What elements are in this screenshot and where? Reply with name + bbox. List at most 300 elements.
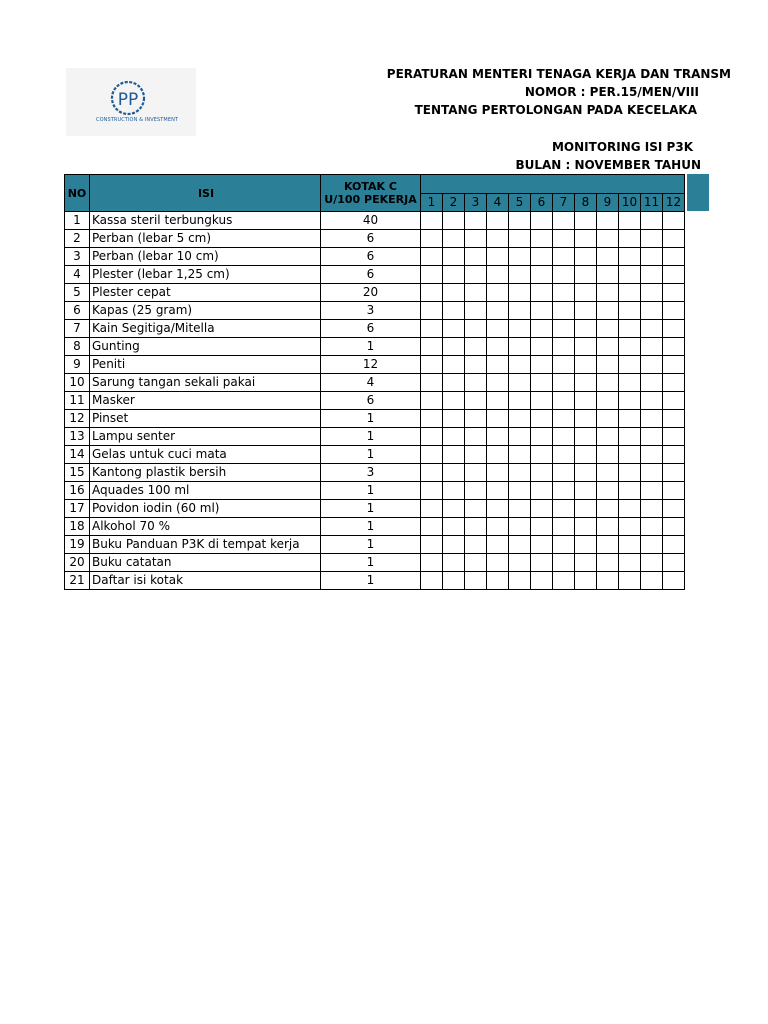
month-check-cell[interactable] [465, 248, 487, 266]
month-check-cell[interactable] [641, 554, 663, 572]
item-name: Pinset [90, 410, 321, 428]
month-check-cell[interactable] [443, 230, 465, 248]
month-check-cell[interactable] [443, 572, 465, 590]
item-name: Perban (lebar 5 cm) [90, 230, 321, 248]
table-row [65, 518, 685, 536]
item-name: Kain Segitiga/Mitella [90, 320, 321, 338]
month-check-cell[interactable] [619, 410, 641, 428]
month-check-cell[interactable] [531, 464, 553, 482]
month-check-cell[interactable] [553, 284, 575, 302]
month-check-cell[interactable] [531, 230, 553, 248]
month-check-cell[interactable] [553, 230, 575, 248]
month-check-cell[interactable] [663, 500, 685, 518]
table-row [65, 302, 685, 320]
month-check-cell[interactable] [575, 248, 597, 266]
month-check-cell[interactable] [619, 464, 641, 482]
month-check-cell[interactable] [531, 446, 553, 464]
month-check-cell[interactable] [575, 482, 597, 500]
month-check-cell[interactable] [553, 428, 575, 446]
month-check-cell[interactable] [663, 266, 685, 284]
month-check-cell[interactable] [487, 284, 509, 302]
month-check-cell[interactable] [619, 554, 641, 572]
month-check-cell[interactable] [509, 446, 531, 464]
month-check-cell[interactable] [443, 482, 465, 500]
month-check-cell[interactable] [509, 374, 531, 392]
month-check-cell[interactable] [619, 230, 641, 248]
month-check-cell[interactable] [421, 266, 443, 284]
month-check-cell[interactable] [641, 356, 663, 374]
month-check-cell[interactable] [421, 374, 443, 392]
month-check-cell[interactable] [619, 284, 641, 302]
month-check-cell[interactable] [575, 428, 597, 446]
month-check-cell[interactable] [663, 356, 685, 374]
month-check-cell[interactable] [553, 212, 575, 230]
month-check-cell[interactable] [663, 320, 685, 338]
month-check-cell[interactable] [641, 248, 663, 266]
month-check-cell[interactable] [531, 536, 553, 554]
month-check-cell[interactable] [531, 410, 553, 428]
month-check-cell[interactable] [597, 518, 619, 536]
item-name: Aquades 100 ml [90, 482, 321, 500]
month-check-cell[interactable] [641, 302, 663, 320]
month-check-cell[interactable] [553, 356, 575, 374]
item-name: Gunting [90, 338, 321, 356]
item-quantity: 4 [321, 374, 421, 392]
month-check-cell[interactable] [531, 428, 553, 446]
month-check-cell[interactable] [641, 230, 663, 248]
month-check-cell[interactable] [421, 212, 443, 230]
month-check-cell[interactable] [531, 518, 553, 536]
item-quantity: 1 [321, 554, 421, 572]
month-check-cell[interactable] [531, 554, 553, 572]
month-check-cell[interactable] [575, 518, 597, 536]
month-check-cell[interactable] [531, 212, 553, 230]
month-check-cell[interactable] [663, 428, 685, 446]
pp-logo-icon [66, 68, 196, 136]
month-header-7: 7 [553, 194, 575, 212]
month-check-cell[interactable] [641, 212, 663, 230]
row-number: 9 [65, 356, 90, 374]
month-check-cell[interactable] [553, 320, 575, 338]
month-check-cell[interactable] [443, 356, 465, 374]
month-check-cell[interactable] [465, 536, 487, 554]
month-check-cell[interactable] [531, 356, 553, 374]
month-check-cell[interactable] [421, 446, 443, 464]
month-check-cell[interactable] [465, 266, 487, 284]
month-check-cell[interactable] [597, 392, 619, 410]
month-check-cell[interactable] [575, 446, 597, 464]
month-header-2: 2 [443, 194, 465, 212]
month-check-cell[interactable] [597, 302, 619, 320]
month-check-cell[interactable] [421, 518, 443, 536]
row-number: 2 [65, 230, 90, 248]
month-check-cell[interactable] [509, 320, 531, 338]
month-check-cell[interactable] [641, 410, 663, 428]
month-check-cell[interactable] [597, 410, 619, 428]
month-check-cell[interactable] [443, 338, 465, 356]
month-check-cell[interactable] [597, 500, 619, 518]
item-quantity: 6 [321, 266, 421, 284]
month-check-cell[interactable] [465, 428, 487, 446]
month-check-cell[interactable] [619, 536, 641, 554]
month-check-cell[interactable] [465, 554, 487, 572]
month-check-cell[interactable] [465, 410, 487, 428]
month-group-header [421, 175, 685, 194]
month-check-cell[interactable] [553, 500, 575, 518]
month-check-cell[interactable] [597, 248, 619, 266]
month-check-cell[interactable] [465, 284, 487, 302]
month-check-cell[interactable] [443, 428, 465, 446]
month-check-cell[interactable] [487, 428, 509, 446]
month-check-cell[interactable] [531, 266, 553, 284]
month-check-cell[interactable] [663, 212, 685, 230]
month-check-cell[interactable] [421, 500, 443, 518]
month-check-cell[interactable] [597, 572, 619, 590]
logo-tagline: CONSTRUCTION & INVESTMENT [96, 117, 179, 123]
month-check-cell[interactable] [575, 320, 597, 338]
month-check-cell[interactable] [575, 356, 597, 374]
month-check-cell[interactable] [443, 500, 465, 518]
month-check-cell[interactable] [575, 554, 597, 572]
month-check-cell[interactable] [641, 266, 663, 284]
month-check-cell[interactable] [597, 464, 619, 482]
month-check-cell[interactable] [663, 248, 685, 266]
month-check-cell[interactable] [575, 410, 597, 428]
month-check-cell[interactable] [597, 284, 619, 302]
month-check-cell[interactable] [531, 482, 553, 500]
month-check-cell[interactable] [465, 464, 487, 482]
item-name: Gelas untuk cuci mata [90, 446, 321, 464]
month-check-cell[interactable] [531, 374, 553, 392]
month-check-cell[interactable] [487, 464, 509, 482]
month-check-cell[interactable] [597, 446, 619, 464]
month-check-cell[interactable] [641, 464, 663, 482]
month-check-cell[interactable] [553, 572, 575, 590]
month-check-cell[interactable] [619, 392, 641, 410]
month-check-cell[interactable] [443, 554, 465, 572]
table-row [65, 464, 685, 482]
month-check-cell[interactable] [421, 356, 443, 374]
month-check-cell[interactable] [487, 518, 509, 536]
month-check-cell[interactable] [597, 212, 619, 230]
month-check-cell[interactable] [619, 266, 641, 284]
month-check-cell[interactable] [487, 572, 509, 590]
month-check-cell[interactable] [575, 392, 597, 410]
month-check-cell[interactable] [641, 374, 663, 392]
item-quantity: 1 [321, 518, 421, 536]
month-check-cell[interactable] [487, 266, 509, 284]
table-row [65, 392, 685, 410]
month-check-cell[interactable] [575, 464, 597, 482]
table-row [65, 374, 685, 392]
month-check-cell[interactable] [487, 356, 509, 374]
month-check-cell[interactable] [619, 572, 641, 590]
month-check-cell[interactable] [553, 482, 575, 500]
month-check-cell[interactable] [641, 482, 663, 500]
month-check-cell[interactable] [619, 500, 641, 518]
month-check-cell[interactable] [509, 284, 531, 302]
month-check-cell[interactable] [465, 572, 487, 590]
month-check-cell[interactable] [487, 554, 509, 572]
month-check-cell[interactable] [421, 284, 443, 302]
month-check-cell[interactable] [531, 392, 553, 410]
month-check-cell[interactable] [597, 338, 619, 356]
month-check-cell[interactable] [465, 374, 487, 392]
month-check-cell[interactable] [487, 410, 509, 428]
month-check-cell[interactable] [421, 482, 443, 500]
month-check-cell[interactable] [443, 212, 465, 230]
month-check-cell[interactable] [531, 284, 553, 302]
month-check-cell[interactable] [531, 500, 553, 518]
item-quantity: 12 [321, 356, 421, 374]
month-check-cell[interactable] [553, 338, 575, 356]
month-check-cell[interactable] [421, 428, 443, 446]
row-number: 20 [65, 554, 90, 572]
month-check-cell[interactable] [443, 536, 465, 554]
month-check-cell[interactable] [421, 230, 443, 248]
month-check-cell[interactable] [663, 410, 685, 428]
month-check-cell[interactable] [531, 248, 553, 266]
month-check-cell[interactable] [575, 230, 597, 248]
month-check-cell[interactable] [509, 266, 531, 284]
month-check-cell[interactable] [575, 536, 597, 554]
month-check-cell[interactable] [663, 464, 685, 482]
month-check-cell[interactable] [597, 356, 619, 374]
month-check-cell[interactable] [553, 554, 575, 572]
month-check-cell[interactable] [597, 266, 619, 284]
month-check-cell[interactable] [487, 338, 509, 356]
month-check-cell[interactable] [443, 284, 465, 302]
month-check-cell[interactable] [443, 302, 465, 320]
month-check-cell[interactable] [663, 302, 685, 320]
item-quantity: 3 [321, 302, 421, 320]
month-check-cell[interactable] [509, 302, 531, 320]
month-check-cell[interactable] [465, 212, 487, 230]
month-check-cell[interactable] [663, 338, 685, 356]
month-check-cell[interactable] [509, 410, 531, 428]
month-check-cell[interactable] [487, 500, 509, 518]
month-check-cell[interactable] [597, 428, 619, 446]
table-row [65, 230, 685, 248]
month-check-cell[interactable] [597, 230, 619, 248]
row-number: 7 [65, 320, 90, 338]
month-check-cell[interactable] [641, 446, 663, 464]
month-check-cell[interactable] [487, 230, 509, 248]
month-check-cell[interactable] [663, 374, 685, 392]
month-check-cell[interactable] [597, 482, 619, 500]
month-check-cell[interactable] [641, 392, 663, 410]
month-check-cell[interactable] [487, 320, 509, 338]
month-check-cell[interactable] [619, 374, 641, 392]
month-check-cell[interactable] [663, 572, 685, 590]
month-check-cell[interactable] [421, 248, 443, 266]
month-check-cell[interactable] [487, 212, 509, 230]
month-check-cell[interactable] [619, 482, 641, 500]
month-check-cell[interactable] [421, 302, 443, 320]
month-check-cell[interactable] [509, 338, 531, 356]
month-check-cell[interactable] [443, 266, 465, 284]
month-header-4: 4 [487, 194, 509, 212]
month-header-8: 8 [575, 194, 597, 212]
item-quantity: 1 [321, 446, 421, 464]
month-check-cell[interactable] [443, 392, 465, 410]
item-name: Plester (lebar 1,25 cm) [90, 266, 321, 284]
table-row [65, 554, 685, 572]
month-check-cell[interactable] [509, 572, 531, 590]
month-check-cell[interactable] [641, 284, 663, 302]
month-check-cell[interactable] [443, 446, 465, 464]
item-quantity: 6 [321, 248, 421, 266]
month-check-cell[interactable] [553, 446, 575, 464]
month-check-cell[interactable] [641, 500, 663, 518]
month-check-cell[interactable] [443, 374, 465, 392]
month-check-cell[interactable] [575, 302, 597, 320]
month-check-cell[interactable] [619, 428, 641, 446]
month-check-cell[interactable] [465, 302, 487, 320]
month-check-cell[interactable] [619, 248, 641, 266]
month-check-cell[interactable] [421, 536, 443, 554]
month-check-cell[interactable] [509, 392, 531, 410]
month-check-cell[interactable] [465, 320, 487, 338]
month-check-cell[interactable] [421, 572, 443, 590]
month-check-cell[interactable] [553, 266, 575, 284]
month-check-cell[interactable] [641, 572, 663, 590]
header-regulation-subject: TENTANG PERTOLONGAN PADA KECELAKA [414, 103, 697, 117]
month-check-cell[interactable] [421, 464, 443, 482]
month-check-cell[interactable] [487, 446, 509, 464]
month-check-cell[interactable] [443, 464, 465, 482]
month-check-cell[interactable] [663, 518, 685, 536]
month-check-cell[interactable] [575, 500, 597, 518]
month-check-cell[interactable] [509, 356, 531, 374]
month-check-cell[interactable] [641, 428, 663, 446]
month-check-cell[interactable] [663, 284, 685, 302]
month-check-cell[interactable] [465, 482, 487, 500]
month-check-cell[interactable] [575, 284, 597, 302]
month-check-cell[interactable] [487, 374, 509, 392]
item-quantity: 1 [321, 500, 421, 518]
row-number: 15 [65, 464, 90, 482]
month-check-cell[interactable] [465, 446, 487, 464]
month-check-cell[interactable] [619, 356, 641, 374]
column-header-kotak [321, 175, 421, 212]
month-check-cell[interactable] [443, 410, 465, 428]
month-check-cell[interactable] [465, 500, 487, 518]
month-check-cell[interactable] [641, 338, 663, 356]
month-check-cell[interactable] [443, 320, 465, 338]
month-check-cell[interactable] [619, 446, 641, 464]
month-check-cell[interactable] [553, 536, 575, 554]
month-check-cell[interactable] [663, 446, 685, 464]
item-quantity: 1 [321, 338, 421, 356]
month-check-cell[interactable] [663, 482, 685, 500]
month-check-cell[interactable] [663, 392, 685, 410]
month-check-cell[interactable] [553, 248, 575, 266]
month-check-cell[interactable] [531, 572, 553, 590]
month-check-cell[interactable] [509, 554, 531, 572]
month-check-cell[interactable] [553, 392, 575, 410]
month-check-cell[interactable] [465, 356, 487, 374]
item-name: Kassa steril terbungkus [90, 212, 321, 230]
month-check-cell[interactable] [509, 428, 531, 446]
month-check-cell[interactable] [487, 392, 509, 410]
month-check-cell[interactable] [509, 212, 531, 230]
month-check-cell[interactable] [509, 230, 531, 248]
month-check-cell[interactable] [553, 464, 575, 482]
item-name: Peniti [90, 356, 321, 374]
month-check-cell[interactable] [509, 464, 531, 482]
month-check-cell[interactable] [465, 518, 487, 536]
month-check-cell[interactable] [421, 338, 443, 356]
month-check-cell[interactable] [465, 338, 487, 356]
month-check-cell[interactable] [575, 266, 597, 284]
month-check-cell[interactable] [465, 230, 487, 248]
month-check-cell[interactable] [575, 338, 597, 356]
month-check-cell[interactable] [509, 500, 531, 518]
month-check-cell[interactable] [509, 536, 531, 554]
month-check-cell[interactable] [487, 248, 509, 266]
month-check-cell[interactable] [663, 230, 685, 248]
month-check-cell[interactable] [553, 518, 575, 536]
month-check-cell[interactable] [597, 554, 619, 572]
month-check-cell[interactable] [619, 302, 641, 320]
month-check-cell[interactable] [663, 536, 685, 554]
month-check-cell[interactable] [421, 554, 443, 572]
month-check-cell[interactable] [509, 518, 531, 536]
month-check-cell[interactable] [443, 518, 465, 536]
month-check-cell[interactable] [597, 536, 619, 554]
month-check-cell[interactable] [597, 374, 619, 392]
table-row [65, 266, 685, 284]
row-number: 5 [65, 284, 90, 302]
month-check-cell[interactable] [487, 536, 509, 554]
row-number: 11 [65, 392, 90, 410]
row-number: 18 [65, 518, 90, 536]
month-check-cell[interactable] [553, 410, 575, 428]
month-check-cell[interactable] [531, 320, 553, 338]
month-check-cell[interactable] [619, 518, 641, 536]
month-check-cell[interactable] [421, 410, 443, 428]
month-check-cell[interactable] [487, 482, 509, 500]
month-check-cell[interactable] [575, 374, 597, 392]
row-number: 6 [65, 302, 90, 320]
month-check-cell[interactable] [465, 392, 487, 410]
month-check-cell[interactable] [619, 320, 641, 338]
month-check-cell[interactable] [663, 554, 685, 572]
month-check-cell[interactable] [553, 302, 575, 320]
month-check-cell[interactable] [487, 302, 509, 320]
month-check-cell[interactable] [575, 572, 597, 590]
month-check-cell[interactable] [619, 338, 641, 356]
month-check-cell[interactable] [421, 320, 443, 338]
month-check-cell[interactable] [641, 320, 663, 338]
month-check-cell[interactable] [531, 338, 553, 356]
month-check-cell[interactable] [641, 536, 663, 554]
month-check-cell[interactable] [553, 374, 575, 392]
item-quantity: 6 [321, 392, 421, 410]
month-check-cell[interactable] [509, 248, 531, 266]
month-check-cell[interactable] [597, 320, 619, 338]
month-check-cell[interactable] [641, 518, 663, 536]
month-check-cell[interactable] [575, 212, 597, 230]
month-header-6: 6 [531, 194, 553, 212]
month-check-cell[interactable] [421, 392, 443, 410]
month-check-cell[interactable] [443, 248, 465, 266]
month-check-cell[interactable] [531, 302, 553, 320]
row-number: 19 [65, 536, 90, 554]
month-check-cell[interactable] [619, 212, 641, 230]
month-check-cell[interactable] [509, 482, 531, 500]
